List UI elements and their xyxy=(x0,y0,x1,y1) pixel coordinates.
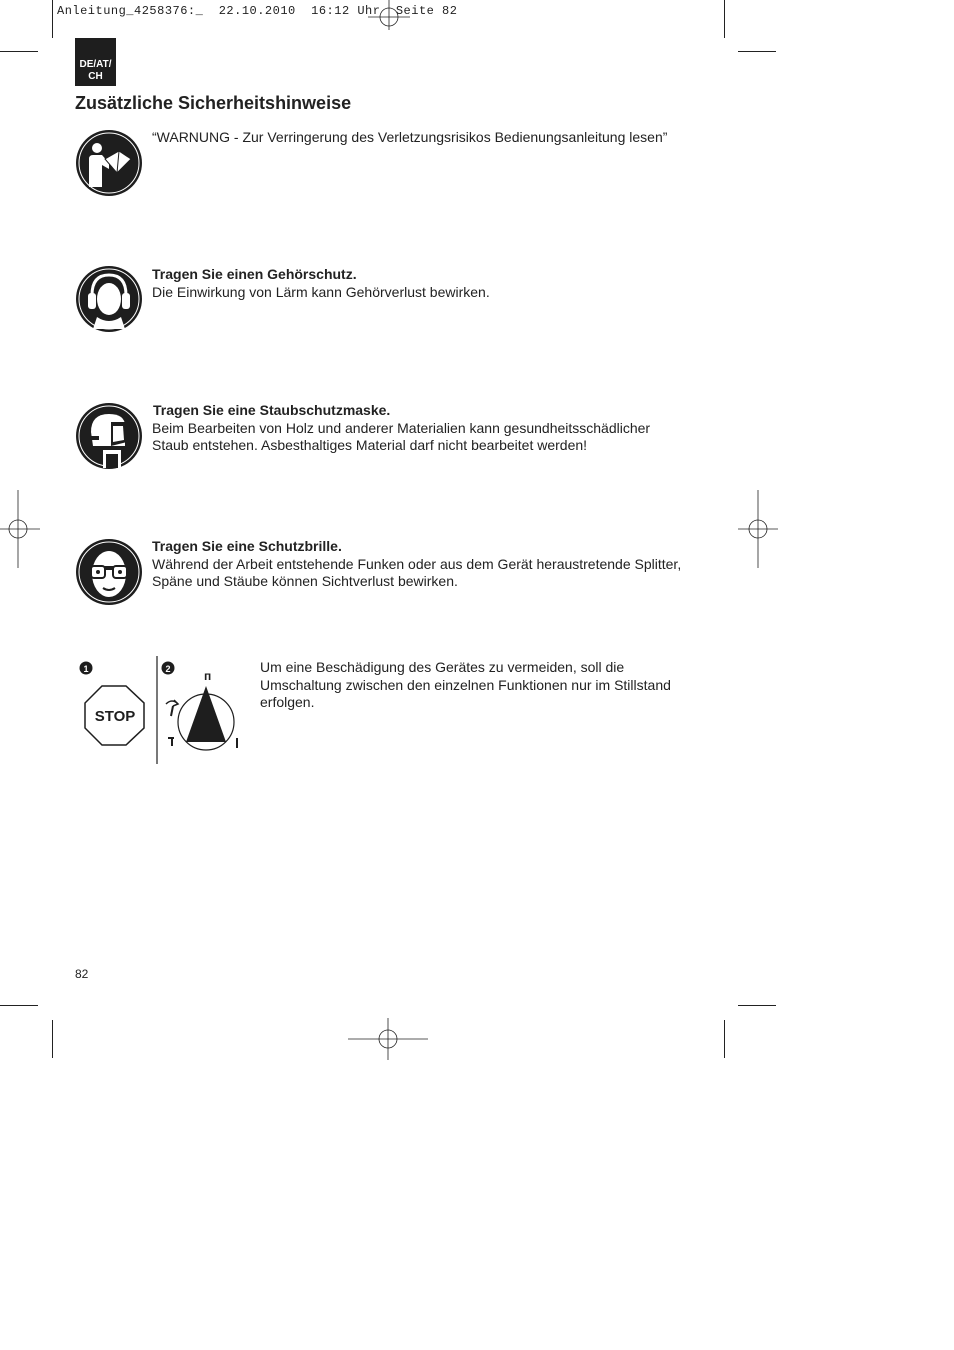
crop-mark xyxy=(738,51,776,52)
registration-mark-icon xyxy=(348,1018,428,1060)
safety-glasses-body-line: Späne und Stäube können Sichtverlust bewirken. xyxy=(152,573,458,590)
dust-mask-icon xyxy=(75,402,143,470)
stop-sign-text: STOP xyxy=(94,708,136,725)
crop-mark xyxy=(738,1005,776,1006)
ear-protection-icon xyxy=(75,265,143,333)
warning-read-manual-text: “WARNUNG - Zur Verringerung des Verletzungsrisikos Bedienungsanleitung lesen” xyxy=(152,129,668,145)
ear-protection-body: Die Einwirkung von Lärm kann Gehörverlust bewirken. xyxy=(152,283,490,300)
language-tab: DE/AT/ CH xyxy=(75,38,116,86)
crop-mark xyxy=(52,1020,53,1058)
dust-mask-text xyxy=(152,402,650,455)
page-title: Zusätzliche Sicherheitshinweise xyxy=(75,93,352,113)
number-marker-2: 2 xyxy=(165,664,171,674)
stop-section-text xyxy=(260,659,671,712)
registration-mark-icon xyxy=(738,490,778,568)
page-number: 82 xyxy=(75,967,89,981)
crop-mark xyxy=(724,1020,725,1058)
dust-mask-body-line: Staub entstehen. Asbesthaltiges Material darf nicht bearbeitet werden! xyxy=(152,437,588,454)
ear-protection-text xyxy=(152,266,490,301)
dust-mask-body-line: Beim Bearbeiten von Holz und anderer Materialien kann gesundheitsschädlicher xyxy=(152,419,651,436)
crop-mark xyxy=(724,0,725,38)
safety-glasses-text xyxy=(152,538,681,591)
dust-mask-heading: Tragen Sie eine Staubschutzmaske. xyxy=(153,402,391,418)
crop-mark xyxy=(0,1005,38,1006)
print-slug: Anleitung_4258376:_ 22.10.2010 16:12 Uhr Seite 82 xyxy=(57,4,458,18)
stop-body-line: Um eine Beschädigung des Gerätes zu vermeiden, soll die xyxy=(260,659,625,675)
drill-hammer-symbol-icon: ᴨ xyxy=(204,669,212,683)
read-manual-icon xyxy=(75,129,143,197)
safety-glasses-icon xyxy=(75,538,143,606)
crop-mark xyxy=(0,51,38,52)
number-marker-1: 1 xyxy=(83,664,89,674)
safety-glasses-heading: Tragen Sie eine Schutzbrille. xyxy=(152,538,342,554)
stop-diagram xyxy=(78,656,242,766)
registration-mark-icon xyxy=(368,0,410,30)
ear-protection-heading: Tragen Sie einen Gehörschutz. xyxy=(152,266,357,282)
stop-body-line: erfolgen. xyxy=(260,694,315,711)
stop-body-line: Umschaltung zwischen den einzelnen Funktionen nur im Stillstand xyxy=(260,676,671,693)
crop-mark xyxy=(52,0,53,38)
registration-mark-icon xyxy=(0,490,40,568)
safety-glasses-body-line: Während der Arbeit entstehende Funken oder aus dem Gerät heraustretende Splitter, xyxy=(152,555,682,572)
